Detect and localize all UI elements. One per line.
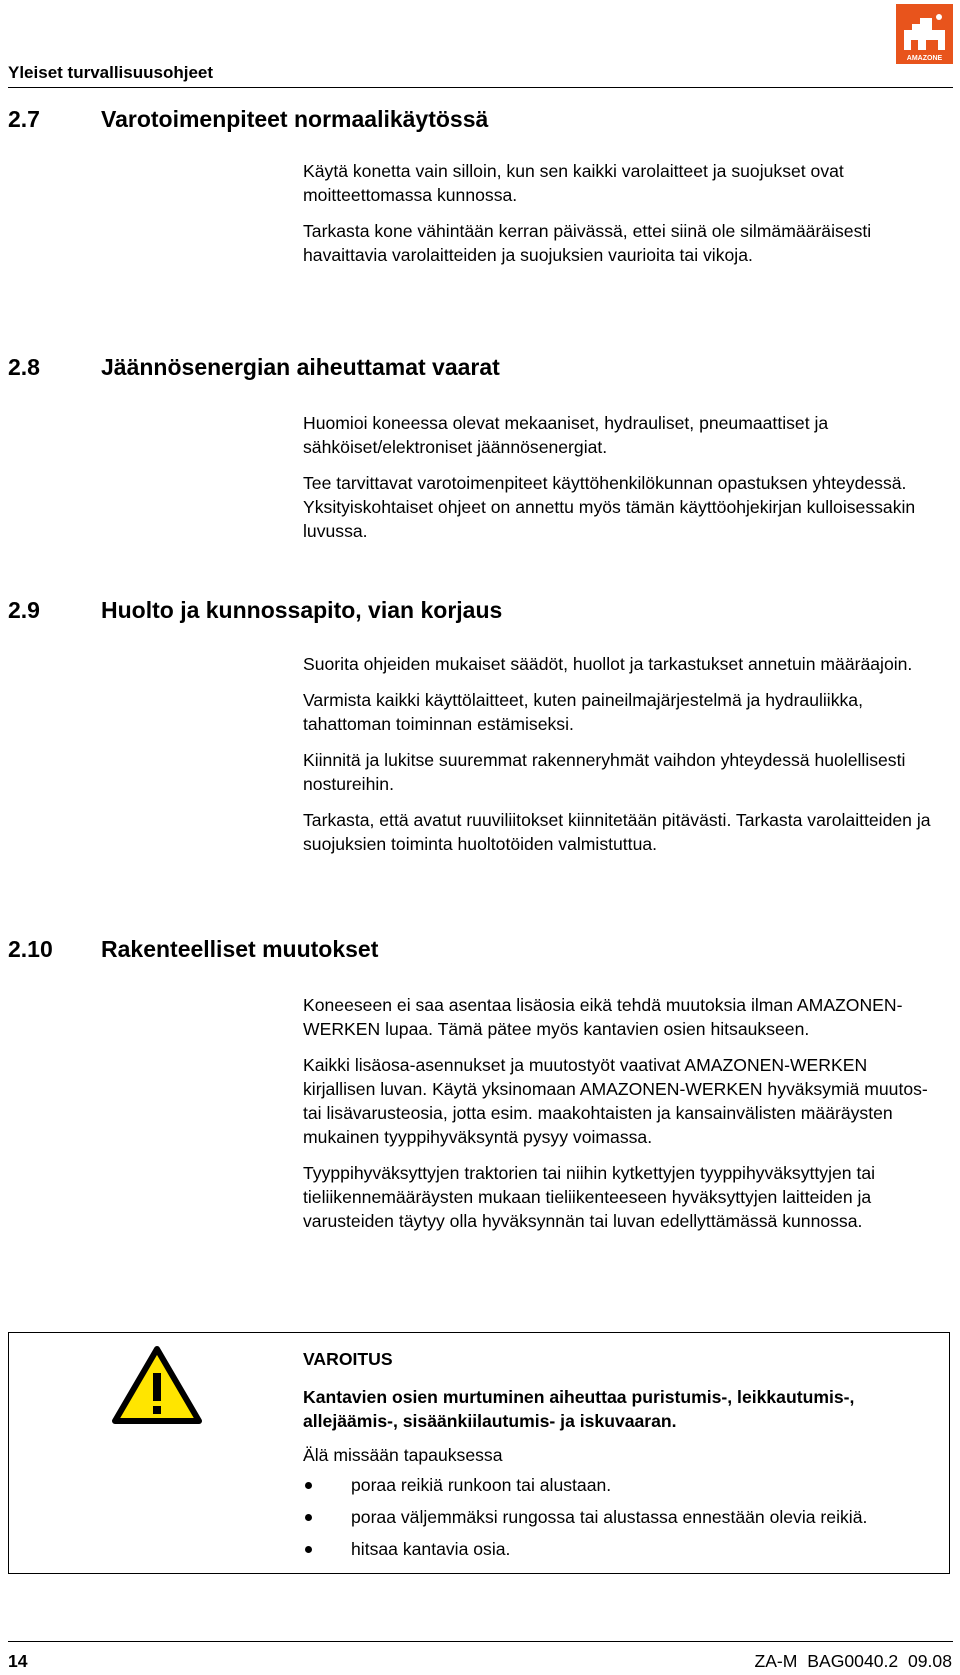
logo-text: AMAZONE xyxy=(906,55,943,62)
warning-hazard-text: Kantavien osien murtuminen aiheuttaa puristumis-, leikkautumis-, allejäämis-, sisäänkiilautumis- ja iskuvaaran. xyxy=(303,1387,855,1431)
section-title: Huolto ja kunnossapito, vian korjaus xyxy=(101,597,503,623)
warning-box xyxy=(8,1332,950,1574)
paragraph: Tee tarvittavat varotoimenpiteet käyttöhenkilökunnan opastuksen yhteydessä. Yksityiskohtaiset ohjeet on annettu myös tämän käyttöohjekirjan kulloisessakin luvussa. xyxy=(303,473,916,541)
bullet-icon xyxy=(305,1546,312,1553)
section-number: 2.10 xyxy=(8,936,53,962)
paragraph: Tyyppihyväksyttyjen traktorien tai niihin kytkettyjen tyyppihyväksyttyjen tai tieliikennemääräysten mukaan tieliikenteeseen hyväksyttyjen laitteiden ja varusteiden täytyy olla hyväksynnän tai luvan edellyttämässä kunnossa. xyxy=(303,1163,876,1231)
list-item-text: poraa reikiä runkoon tai alustaan. xyxy=(351,1475,612,1495)
paragraph: Kaikki lisäosa-asennukset ja muutostyöt vaativat AMAZONEN-WERKEN kirjallisen luvan. Käytä yksinomaan AMAZONEN-WERKEN hyväksymiä muutos- tai lisävarusteosia, jotta esim. maakohtaisten ja kansainvälisten määräysten mukainen tyyppihyväksyntä pysyy voimassa. xyxy=(303,1055,928,1147)
paragraph: Suorita ohjeiden mukaiset säädöt, huollot ja tarkastukset annetuin määräajoin. xyxy=(303,654,913,674)
amazone-logo-icon xyxy=(896,4,953,64)
page-number: 14 xyxy=(8,1651,28,1671)
bullet-icon xyxy=(305,1482,312,1489)
paragraph: Kiinnitä ja lukitse suuremmat rakenneryhmät vaihdon yhteydessä huolellisesti nostureihin. xyxy=(303,750,906,794)
section-body-2-8 xyxy=(303,411,943,555)
section-number: 2.9 xyxy=(8,597,40,623)
document-id: ZA-M BAG0040.2 09.08 xyxy=(754,1651,952,1671)
section-body-2-9 xyxy=(303,652,943,868)
section-heading-2-7 xyxy=(8,106,488,133)
section-title: Varotoimenpiteet normaalikäytössä xyxy=(101,106,489,132)
section-number: 2.7 xyxy=(8,106,40,132)
list-item xyxy=(303,1473,943,1497)
warning-triangle-icon xyxy=(111,1345,203,1425)
section-title: Rakenteelliset muutokset xyxy=(101,936,379,962)
section-number: 2.8 xyxy=(8,354,40,380)
section-heading-2-9 xyxy=(8,597,502,624)
warning-intro: Älä missään tapauksessa xyxy=(303,1445,503,1465)
bullet-icon xyxy=(305,1514,312,1521)
list-item-text: hitsaa kantavia osia. xyxy=(351,1539,511,1559)
section-body-2-7 xyxy=(303,159,943,279)
list-item xyxy=(303,1505,943,1529)
section-body-2-10 xyxy=(303,993,943,1245)
paragraph: Koneeseen ei saa asentaa lisäosia eikä tehdä muutoksia ilman AMAZONEN-WERKEN lupaa. Tämä pätee myös kantavien osien hitsaukseen. xyxy=(303,995,903,1039)
paragraph: Tarkasta, että avatut ruuviliitokset kiinnitetään pitävästi. Tarkasta varolaitteiden ja suojuksien toiminta huoltotöiden valmistuttua. xyxy=(303,810,931,854)
warning-content xyxy=(303,1347,943,1569)
section-heading-2-10 xyxy=(8,936,378,963)
paragraph: Tarkasta kone vähintään kerran päivässä, ettei siinä ole silmämääräisesti havaittavia varolaitteiden ja suojuksien vaurioita tai vikoja. xyxy=(303,221,872,265)
footer-divider xyxy=(8,1641,953,1642)
warning-list xyxy=(303,1473,943,1561)
paragraph: Varmista kaikki käyttölaitteet, kuten paineilmajärjestelmä ja hydrauliikka, tahattoman toiminnan estämiseksi. xyxy=(303,690,863,734)
warning-signal-word: VAROITUS xyxy=(303,1349,393,1369)
paragraph: Huomioi koneessa olevat mekaaniset, hydrauliset, pneumaattiset ja sähköiset/elektroniset jäännösenergiat. xyxy=(303,413,829,457)
paragraph: Käytä konetta vain silloin, kun sen kaikki varolaitteet ja suojukset ovat moitteettomassa kunnossa. xyxy=(303,161,844,205)
section-title: Jäännösenergian aiheuttamat vaarat xyxy=(101,354,500,380)
list-item-text: poraa väljemmäksi rungossa tai alustassa ennestään olevia reikiä. xyxy=(351,1507,868,1527)
header-divider xyxy=(8,87,953,88)
section-heading-2-8 xyxy=(8,354,500,381)
list-item xyxy=(303,1537,943,1561)
header-title: Yleiset turvallisuusohjeet xyxy=(8,63,214,82)
